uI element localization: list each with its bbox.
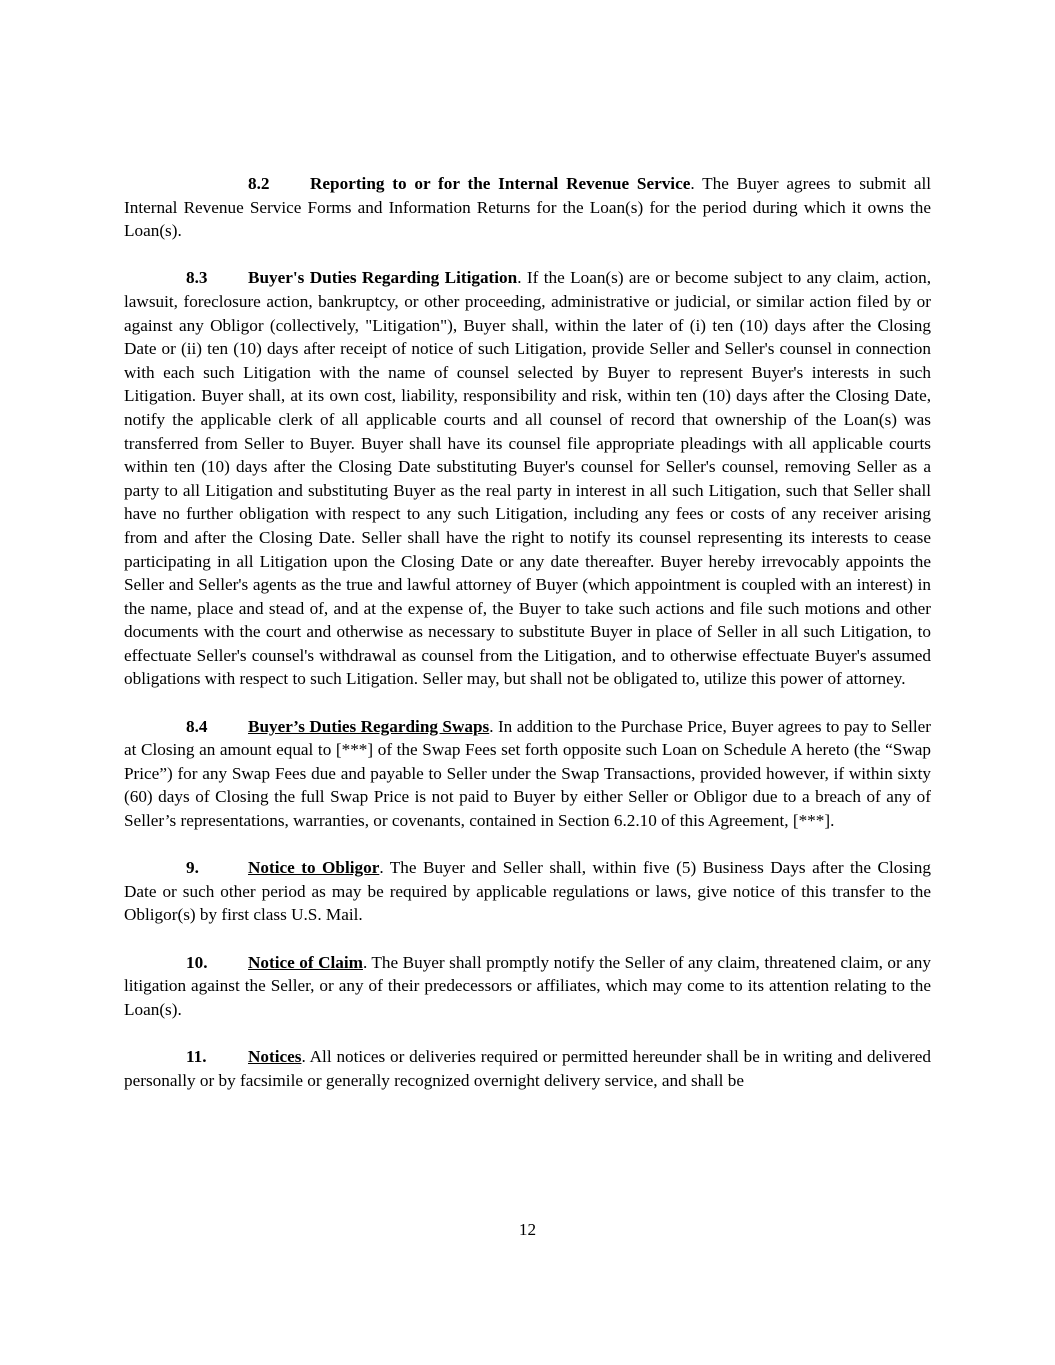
section-number: 11. <box>186 1046 207 1066</box>
document-body <box>124 172 931 1116</box>
section-number: 8.4 <box>186 716 208 736</box>
section-heading: Notice to Obligor <box>248 858 380 878</box>
section-text: . The Buyer and Seller shall, within five (5) Business Days after the Closing Date or such other period as may be required by applicable regulations or laws, give notice of this transfer to the Obligor(s) by first class U.S. Mail. <box>124 858 931 925</box>
section-text: . The Buyer shall promptly notify the Seller of any claim, threatened claim, or any litigation against the Seller, or any of their predecessors or affiliates, which may come to its attention relating to the Loan(s). <box>124 952 931 1019</box>
section-text: . All notices or deliveries required or permitted hereunder shall be in writing and delivered personally or by facsimile or generally recognized overnight delivery service, and shall be <box>124 1046 931 1090</box>
section-number: 8.3 <box>186 268 208 288</box>
section-heading: Notices <box>248 1046 302 1066</box>
section-heading: Notice of Claim <box>248 952 363 972</box>
section-number: 10. <box>186 952 208 972</box>
section-heading: Reporting to or for the Internal Revenue Service <box>310 174 691 193</box>
section-8-2 <box>124 172 931 243</box>
section-text: . If the Loan(s) are or become subject to any claim, action, lawsuit, foreclosure action, bankruptcy, or other proceeding, administrative or judicial, or similar action filed by or against any Obligor (collectively, "Litigation"), Buyer shall, within the later of (i) ten (10) days after the Closing Date or (ii) ten (10) days after receipt of notice of such Litigation, provide Seller and Seller's counsel in connection with each such Litigation with the name of counsel selected by Buyer to represent Buyer's interests in such Litigation. Buyer shall, at its own cost, liability, responsibility and risk, within ten (10) days after the Closing Date, notify the applicable clerk of all applicable courts and all counsel of record that ownership of the Loan(s) was transferred from Seller to Buyer. Buyer shall have its counsel file appropriate pleadings with all applicable courts within ten (10) days after the Closing Date substituting Buyer's counsel for Seller's counsel, removing Seller as a party to all Litigation and substituting Buyer as the real party in interest in all such Litigation, such that Seller shall have no further obligation with respect to any such Litigation, including any fees or costs of any receiver arising from and after the Closing Date. Seller shall have the right to notify its counsel representing its interests to cease participating in all Litigation upon the Closing Date or any date thereafter. Buyer hereby irrevocably appoints the Seller and Seller's agents as the true and lawful attorney of Buyer (which appointment is coupled with an interest) in the name, place and stead of, and at the expense of, the Buyer to take such actions and file such motions and other documents with the court and otherwise as necessary to substitute Buyer in place of Seller in all such Litigation, to effectuate Seller's counsel's withdrawal as counsel from the Litigation, and to otherwise effectuate Buyer's assumed obligations with respect to such Litigation. Seller may, but shall not be obligated to, utilize this power of attorney. <box>124 268 931 689</box>
section-8-3 <box>124 266 931 691</box>
section-number: 8.2 <box>248 174 270 193</box>
section-text: . In addition to the Purchase Price, Buyer agrees to pay to Seller at Closing an amount equal to [***] of the Swap Fees set forth opposite such Loan on Schedule A hereto (the “Swap Price”) for any Swap Fees due and payable to Seller under the Swap Transactions, provided however, if within sixty (60) days of Closing the full Swap Price is not paid to Buyer by either Seller or Obligor due to a breach of any of Seller’s representations, warranties, or covenants, contained in Section 6.2.10 of this Agreement, [***]. <box>124 716 931 831</box>
section-10 <box>124 951 931 1022</box>
section-heading: Buyer’s Duties Regarding Swaps <box>248 716 490 736</box>
section-text: . The Buyer agrees to submit all Internal Revenue Service Forms and Information Returns for the Loan(s) for the period during which it owns the Loan(s). <box>124 174 931 241</box>
section-heading: Buyer's Duties Regarding Litigation <box>248 268 518 288</box>
section-9 <box>124 856 931 927</box>
section-11 <box>124 1045 931 1092</box>
section-8-4 <box>124 715 931 833</box>
section-number: 9. <box>186 858 199 878</box>
page-number: 12 <box>518 1220 537 1239</box>
